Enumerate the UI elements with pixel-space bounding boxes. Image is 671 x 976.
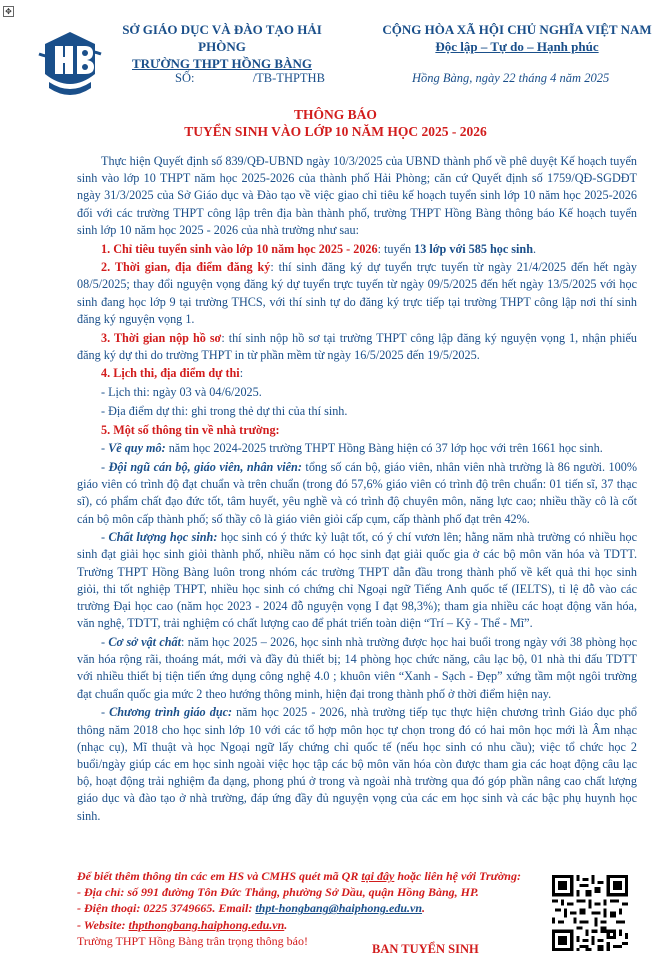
exam-location: - Địa điểm dự thi: ghi trong thẻ dự thi của thí sinh. [101, 403, 348, 418]
contact-address: - Địa chỉ: số 991 đường Tôn Đức Thắng, phường Sở Dầu, quận Hồng Bàng, HP. [77, 885, 479, 900]
section-exam-colon: : [239, 366, 244, 381]
intro-paragraph: Thực hiện Quyết định số 839/QĐ-UBND ngày 10/3/2025 của UBND thành phố về phê duyệt Kế hoạch tuyển sinh vào lớp 10 THPT năm học 2025-2026 của thành phố Hải Phòng; căn cứ Quyết định số 1759/QĐ-SGDĐT ngày 31/3/2025 của Sở Giáo dục và Đào tạo về việc giao chỉ tiêu kế hoạch tuyển sinh lớp 10 năm học 2025-2026 đối với các trường THPT công lập trên địa bàn thành phố, trường THPT Hồng Bàng thông báo Kế hoạch tuyển sinh lớp 10 năm học 2025 - 2026 của nhà trường như sau: [77, 154, 637, 237]
contact-phone [77, 900, 547, 916]
thanks-line: Trường THPT Hồng Bàng trân trọng thông báo! [77, 933, 308, 948]
section-registration-text: : thí sinh đăng ký dự tuyển trực tuyến từ ngày 21/4/2025 đến hết ngày 08/5/2025; thay đổi nguyện vọng đăng ký dự tuyển trực tuyến từ ngày 09/5/2025 đến hết ngày 13/5/2025 với học sinh đang học lớp 9 tại trường THCS, với thí sinh tự do đăng ký trực tiếp tại trường THPT công lập nơi thí sinh đăng ký nguyện vọng 1. [77, 260, 637, 326]
contact-footer [77, 868, 547, 949]
website-link[interactable]: thpthongbang.haiphong.edu.vn [128, 917, 285, 932]
info-staff-text: tổng số cán bộ, giáo viên, nhân viên nhà trường là 86 người. 100% giáo viên có trình độ đạt chuẩn và trên chuẩn (trong đó 57,6% giáo viên có trình độ trên chuẩn: 01 tiến sĩ, 37 thạc sĩ), có phẩm chất đạo đức tốt, tâm huyết, yêu nghề và có trình độ chuyên môn, năng lực cao; nhiều thầy cô là cốt cán bộ môn cấp thành phố; số thầy cô là giáo viên giỏi cấp cụm, cấp thành phố đạt trên 42%. [77, 459, 637, 526]
info-facilities-text: : năm học 2025 – 2026, học sinh nhà trường được học hai buổi trong ngày với 38 phòng học văn hóa rộng rãi, thoáng mát, mới và đầy đủ thiết bị; 14 phòng học chức năng, câu lạc bộ, 01 nhà thi đấu TDTT với nhiều thiết bị tiện tiến ứng dụng công nghệ 4.0 ; khuôn viên “Xanh - Sạch - Đẹp” xứng tầm một ngôi trường đạt chuẩn quốc gia mức 2 theo hướng thông minh, hiện đại trong thành phố ở thời điểm hiện nay. [77, 634, 637, 701]
notice-title: THÔNG BÁO [294, 107, 377, 122]
info-curriculum: - Chương trình giáo dục: năm học 2025 - 2026, nhà trường tiếp tục thực hiện chương trình Giáo dục phổ thông năm 2018 cho học sinh lớp 10 với các tổ hợp môn học tự chọn trong đó có hai môn học mới là Âm nhạc (nhạc cụ), Mĩ thuật và học Ngoại ngữ lấy chứng chỉ quốc tế (nếu học sinh có nhu cầu); việc tổ chức học 2 buổi/ngày giúp các em học sinh ngoài việc học tập các bộ môn văn hóa còn được tham gia các hoạt động câu lạc bộ, hoạt động trải nghiệm đa dạng, phong phú ở trong và ngoài nhà trường qua đó góp phần nâng cao chất lượng giáo dục và đào tạo ở nhà trường, đáp ứng đầy đủ nguyện vọng của các em học sinh và các bậc phụ huynh học sinh. [77, 705, 638, 823]
national-motto: Độc lập – Tự do – Hạnh phúc [435, 39, 599, 54]
section-registration [77, 259, 637, 328]
doc-number-code: /TB-THPTHB [252, 71, 325, 85]
info-curriculum-text: năm học 2025 - 2026, nhà trường tiếp tục thực hiện chương trình Giáo dục phổ thông năm 2018 cho học sinh lớp 10 với các tổ hợp môn học tự chọn trong đó có hai môn học mới là Âm nhạc (nhạc cụ), Mĩ thuật và học Ngoại ngữ lấy chứng chỉ quốc tế (nếu học sinh có nhu cầu); việc tổ chức học 2 buổi/ngày giúp các em học sinh ngoài việc học tập các bộ môn văn hóa còn được tham gia các hoạt động câu lạc bộ, hoạt động trải nghiệm đa dạng, phong phú ở trong và ngoài nhà trường qua đó góp phần nâng cao chất lượng giáo dục và đào tạo ở nhà trường, đáp ứng đầy đủ nguyện vọng của các em học sinh và các bậc phụ huynh học sinh. [77, 705, 638, 823]
national-header [372, 21, 662, 55]
school-logo-icon [35, 24, 105, 102]
section-exam [77, 365, 637, 382]
contact-intro [77, 868, 547, 884]
section-exam-heading: 4. Lịch thi, địa điểm dự thi [101, 366, 240, 381]
info-scale-text: năm học 2024-2025 trường THPT Hồng Bàng hiện có 37 lớp học với trên 1661 học sinh. [165, 441, 603, 456]
section-school-info [77, 422, 637, 439]
department-name: SỞ GIÁO DỤC VÀ ĐÀO TẠO HẢI PHÒNG [122, 22, 322, 54]
info-staff-label: Đội ngũ cán bộ, giáo viên, nhân viên: [108, 459, 302, 474]
contact-website [77, 917, 547, 933]
info-scale-label: Về quy mô: [108, 441, 166, 456]
info-curriculum-label: Chương trình giáo dục: [109, 705, 233, 720]
qr-link[interactable]: tại đây [361, 869, 395, 883]
qr-code-icon[interactable] [552, 875, 628, 951]
section-registration-heading: 2. Thời gian, địa điểm đăng ký [101, 260, 271, 275]
section-school-info-heading: 5. Một số thông tin về nhà trường: [101, 422, 280, 437]
info-students-text: học sinh có ý thức kỷ luật tốt, có ý chí vươn lên; hằng năm nhà trường có nhiều học sinh đạt giải học sinh giỏi thành phố, nhiều năm có học sinh đạt giải quốc gia ở các bộ môn văn hóa và TDTT. Trường THPT Hồng Bàng luôn trong nhóm các trường THPT dẫn đầu trong thành phố về kết quả thi học sinh giỏi, thi tốt nghiệp THPT, nhiều học sinh có chứng chỉ Ngoại ngữ Tiếng Anh quốc tế (IELTS), tỉ lệ đỗ vào các trường Đại học cao (năm học 2023 - 2024 đỗ nguyện vọng I đạt 98,3%); tham gia nhiều các hoạt động văn hóa, văn nghệ, TDTT, trải nghiệm có chất lượng cao để phát triển toàn diện “Trí – Kỹ - Thể - Mĩ”. [77, 530, 637, 631]
section-quota-tail: . [532, 241, 537, 256]
contact-intro-pre: Để biết thêm thông tin các em HS và CMHS quét mã QR [77, 869, 362, 883]
section-quota-heading: 1. Chỉ tiêu tuyển sinh vào lớp 10 năm học 2025 - 2026 [101, 241, 378, 256]
notice-subtitle: TUYỂN SINH VÀO LỚP 10 NĂM HỌC 2025 - 2026 [184, 124, 487, 139]
school-name: TRƯỜNG THPT HỒNG BÀNG [132, 56, 312, 71]
table-move-handle-icon[interactable]: ✥ [3, 6, 14, 17]
exam-schedule: - Lịch thi: ngày 03 và 04/6/2025. [101, 385, 262, 400]
info-scale: - Về quy mô: năm học 2024-2025 trường THPT Hồng Bàng hiện có 37 lớp học với trên 1661 học sinh. [101, 441, 603, 456]
contact-website-post: . [284, 917, 288, 932]
info-students: - Chất lượng học sinh: học sinh có ý thức kỷ luật tốt, có ý chí vươn lên; hằng năm nhà trường có nhiều học sinh đạt giải học sinh giỏi thành phố, nhiều năm có học sinh đạt giải quốc gia ở các bộ môn văn hóa và TDTT. Trường THPT Hồng Bàng luôn trong nhóm các trường THPT dẫn đầu trong thành phố về kết quả thi học sinh giỏi, thi tốt nghiệp THPT, nhiều học sinh có chứng chỉ Ngoại ngữ Tiếng Anh quốc tế (IELTS), tỉ lệ đỗ vào các trường Đại học cao (năm học 2023 - 2024 đỗ nguyện vọng I đạt 98,3%); tham gia nhiều các hoạt động văn hóa, văn nghệ, TDTT, trải nghiệm có chất lượng cao để phát triển toàn diện “Trí – Kỹ - Thể - Mĩ”. [77, 530, 637, 631]
contact-intro-post: hoặc liên hệ với Trường: [394, 869, 521, 883]
republic-name: CỘNG HÒA XÃ HỘI CHỦ NGHĨA VIỆT NAM [382, 22, 652, 37]
issuer-header [102, 21, 342, 72]
info-facilities: - Cơ sở vật chất: năm học 2025 – 2026, học sinh nhà trường được học hai buổi trong ngày với 38 phòng học văn hóa rộng rãi, thoáng mát, mới và đầy đủ thiết bị; 14 phòng học chức năng, câu lạc bộ, 01 nhà thi đấu TDTT với nhiều thiết bị tiện tiến ứng dụng công nghệ 4.0 ; khuôn viên “Xanh - Sạch - Đẹp” xứng tầm một ngôi trường đạt chuẩn quốc gia mức 2 theo hướng thông minh, hiện đại trong thành phố ở thời điểm hiện nay. [77, 634, 637, 701]
contact-phone-text: - Điện thoại: 0225 3749665. Email: [77, 901, 256, 916]
notice-body [77, 153, 637, 826]
section-quota [77, 241, 637, 258]
info-facilities-label: Cơ sở vật chất [108, 634, 181, 649]
doc-number-label: SỐ: [175, 71, 195, 85]
signature-block: BAN TUYỂN SINH [372, 942, 479, 956]
section-submission [77, 330, 637, 364]
contact-phone-post: . [422, 901, 426, 916]
contact-website-text: - Website: [77, 917, 129, 932]
email-link[interactable]: thpt-hongbang@haiphong.edu.vn [255, 901, 423, 916]
section-quota-mid: : tuyển [377, 241, 415, 256]
section-quota-value: 13 lớp với 585 học sinh [414, 241, 533, 256]
document-number [175, 71, 325, 86]
section-submission-text: : thí sinh nộp hồ sơ tại trường THPT công lập đăng ký nguyện vọng 1, nhận phiếu đăng ký dự thi do trường THPT in từ phần mềm từ ngày 16/5/2025 đến 19/5/2025. [77, 330, 637, 362]
info-students-label: Chất lượng học sinh: [108, 530, 218, 545]
section-submission-heading: 3. Thời gian nộp hồ sơ [101, 330, 222, 345]
info-staff: - Đội ngũ cán bộ, giáo viên, nhân viên: tổng số cán bộ, giáo viên, nhân viên nhà trường là 86 người. 100% giáo viên có trình độ đạt chuẩn và trên chuẩn (trong đó 57,6% giáo viên có trình độ trên chuẩn: 01 tiến sĩ, 37 thạc sĩ), có phẩm chất đạo đức tốt, tâm huyết, yêu nghề và có trình độ chuyên môn, năng lực cao; nhiều thầy cô là cốt cán bộ môn cấp thành phố; số thầy cô là giáo viên giỏi cấp cụm, cấp thành phố đạt trên 42%. [77, 459, 637, 526]
document-date: Hồng Bàng, ngày 22 tháng 4 năm 2025 [412, 71, 610, 85]
